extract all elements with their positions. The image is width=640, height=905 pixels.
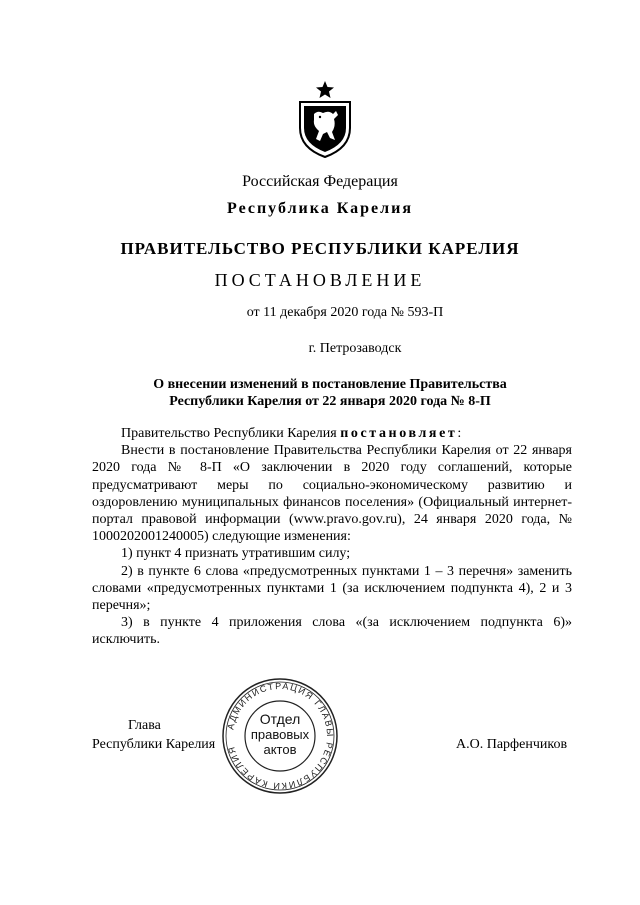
stamp-ring-text: АДМИНИСТРАЦИЯ ГЛАВЫ РЕСПУБЛИКИ КАРЕЛИЯ bbox=[225, 680, 336, 792]
paragraph-item-2: 2) в пункте 6 слова «предусмотренных пунктами 1 – 3 перечня» заменить словами «предусмотренных пунктами 1 (за исключением подпункта 4), 2 и 3 перечня»; bbox=[92, 563, 572, 614]
intro-paragraph bbox=[92, 425, 572, 442]
signatory-title-line-1: Глава bbox=[128, 718, 161, 733]
official-stamp bbox=[220, 676, 340, 796]
document-heading bbox=[80, 376, 580, 410]
intro-verb: постановляет bbox=[340, 426, 458, 441]
country-name: Российская Федерация bbox=[242, 173, 398, 190]
signatory-title-line-2: Республики Карелия bbox=[92, 737, 216, 752]
heading-line-2: Республики Карелия от 22 января 2020 года № 8-П bbox=[169, 394, 491, 409]
star-icon bbox=[316, 81, 334, 98]
stamp-text-line-1: Отдел bbox=[259, 711, 301, 727]
stamp-text-line-2: правовых bbox=[250, 727, 310, 742]
intro-prefix: Правительство Республики Карелия bbox=[121, 426, 341, 441]
paragraph-main: Внести в постановление Правительства Республики Карелия от 22 января 2020 года № 8-П «О заключении в 2020 году соглашений, которые предусматривают меры по социально-экономическому развитию и оздоровлению муниципальных финансов поселения» (Официальный интернет-портал правовой информации (www.pravo.gov.ru), 24 января 2020 года, № 1000202001240005) следующие изменения: bbox=[92, 443, 572, 545]
paragraph-item-1: 1) пункт 4 признать утратившим силу; bbox=[121, 546, 351, 562]
signatory-name: А.О. Парфенчиков bbox=[456, 737, 568, 752]
document-city: г. Петрозаводск bbox=[308, 341, 402, 356]
document-date-number: от 11 декабря 2020 года № 593-П bbox=[246, 305, 444, 320]
heading-line-1: О внесении изменений в постановление Правительства bbox=[153, 377, 507, 392]
paragraph-item-3: 3) в пункте 4 приложения слова «(за исключением подпункта 6)» исключить. bbox=[92, 615, 572, 648]
document-body bbox=[92, 425, 572, 649]
document-type: ПОСТАНОВЛЕНИЕ bbox=[214, 270, 426, 290]
stamp-text-line-3: актов bbox=[263, 742, 297, 757]
republic-name: Республика Карелия bbox=[227, 200, 413, 217]
coat-of-arms-emblem bbox=[296, 80, 354, 158]
government-title: ПРАВИТЕЛЬСТВО РЕСПУБЛИКИ КАРЕЛИЯ bbox=[120, 239, 520, 258]
intro-suffix: : bbox=[457, 426, 462, 441]
